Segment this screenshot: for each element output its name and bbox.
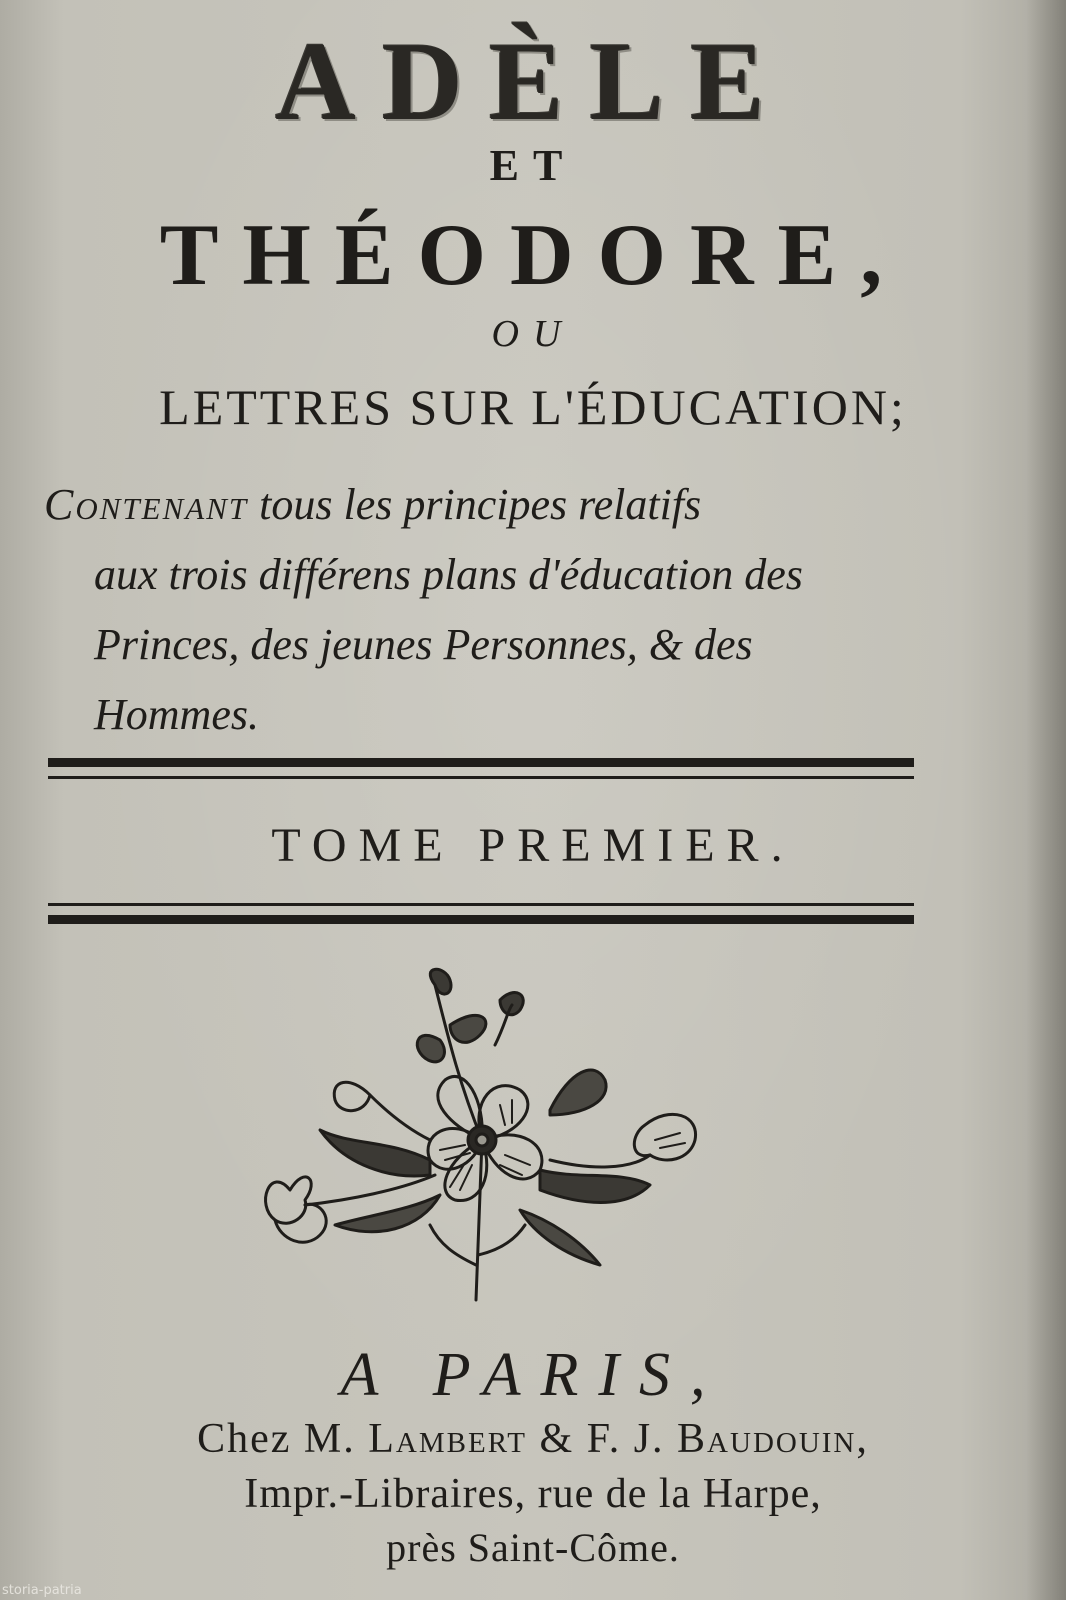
book-subtitle: LETTRES SUR L'ÉDUCATION; <box>159 379 907 435</box>
top-rule-thick <box>48 758 914 767</box>
publisher-amp: & F. J. <box>527 1416 678 1462</box>
description-line-1-rest: tous les principes relatifs <box>248 480 702 529</box>
description-line-2: aux trois différens plans d'éducation des <box>94 550 803 599</box>
book-title: ADÈLE <box>275 20 791 144</box>
book-title-second: THÉODORE, <box>159 207 907 304</box>
bottom-rule-thin <box>48 903 914 906</box>
description-line-3: Princes, des jeunes Personnes, & des <box>94 620 753 669</box>
imprint-publisher <box>0 1415 1066 1463</box>
imprint-location: près Saint-Côme. <box>386 1525 680 1570</box>
watermark-text: storia-patria <box>2 1583 82 1598</box>
title-ou: OU <box>491 313 575 355</box>
floral-woodcut-icon <box>250 965 720 1305</box>
publisher-name-baudouin: Baudouin <box>677 1416 857 1462</box>
volume-label: TOME PREMIER. <box>271 819 795 872</box>
book-description <box>44 470 924 750</box>
description-line-4: Hommes. <box>94 690 259 739</box>
publisher-suffix: , <box>856 1416 869 1462</box>
imprint-address: Impr.-Libraires, rue de la Harpe, <box>244 1471 822 1517</box>
description-line-1 <box>44 470 924 540</box>
bottom-rule-thick <box>48 915 914 924</box>
description-lead: Contenant <box>44 480 249 529</box>
imprint-place: A PARIS, <box>340 1341 726 1409</box>
publisher-prefix: Chez M. <box>197 1416 369 1462</box>
publisher-name-lambert: Lambert <box>368 1416 528 1462</box>
title-conjunction: ET <box>489 141 577 190</box>
top-rule-thin <box>48 776 914 779</box>
